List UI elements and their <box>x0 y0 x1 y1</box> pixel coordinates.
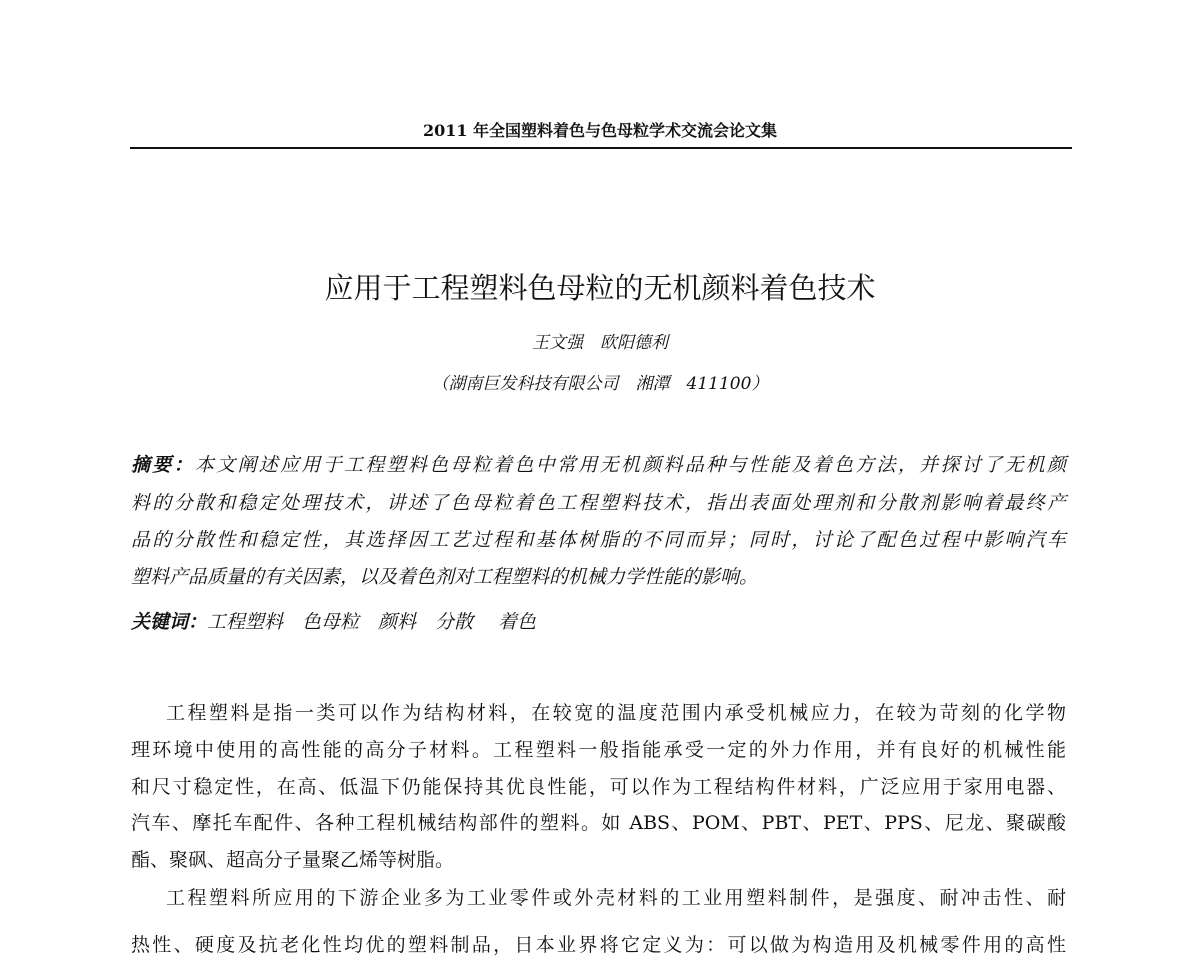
affiliation: （湖南巨发科技有限公司 湘潭 411100） <box>431 374 769 394</box>
body-line: 热性、硬度及抗老化性均优的塑料制品，日本业界将它定义为：可以做为构造用及机械零件用的高性 <box>131 934 1066 956</box>
body-line: 酯、聚砜、超高分子量聚乙烯等树脂。 <box>131 849 455 871</box>
abstract-text: 本文阐述应用于工程塑料色母粒着色中常用无机颜料品种与性能及着色方法，并探讨了无机颜 <box>194 454 1066 476</box>
paper-title: 应用于工程塑料色母粒的无机颜料着色技术 <box>324 271 876 305</box>
body-line: 汽车、摩托车配件、各种工程机械结构部件的塑料。如 ABS、POM、PBT、PET、PPS、尼龙、聚碳酸 <box>131 812 1066 834</box>
body-line: 和尺寸稳定性，在高、低温下仍能保持其优良性能，可以作为工程结构件材料，广泛应用于家用电器、 <box>131 776 1066 798</box>
keywords-text: 工程塑料 色母粒 颜料 分散 着色 <box>207 611 537 633</box>
abstract-label: 摘要： <box>131 454 195 476</box>
authors: 王文强 欧阳德利 <box>532 333 668 353</box>
abstract-line: 塑料产品质量的有关因素，以及着色剂对工程塑料的机械力学性能的影响。 <box>131 566 759 588</box>
keywords-line <box>131 607 631 634</box>
abstract-line: 料的分散和稳定处理技术，讲述了色母粒着色工程塑料技术，指出表面处理剂和分散剂影响着最终产 <box>131 492 1066 514</box>
abstract-line <box>131 450 1066 477</box>
body-line: 工程塑料是指一类可以作为结构材料，在较宽的温度范围内承受机械应力，在较为苛刻的化学物 <box>166 702 1066 724</box>
body-line: 工程塑料所应用的下游企业多为工业零件或外壳材料的工业用塑料制件，是强度、耐冲击性、耐 <box>166 887 1066 909</box>
running-head: 2011 年全国塑料着色与色母粒学术交流会论文集 <box>422 121 778 140</box>
keywords-label: 关键词： <box>131 611 208 633</box>
abstract-line: 品的分散性和稳定性，其选择因工艺过程和基体树脂的不同而异；同时，讨论了配色过程中影响汽车 <box>131 529 1066 551</box>
header-rule <box>130 147 1072 149</box>
body-line: 理环境中使用的高性能的高分子材料。工程塑料一般指能承受一定的外力作用，并有良好的机械性能 <box>131 739 1066 761</box>
